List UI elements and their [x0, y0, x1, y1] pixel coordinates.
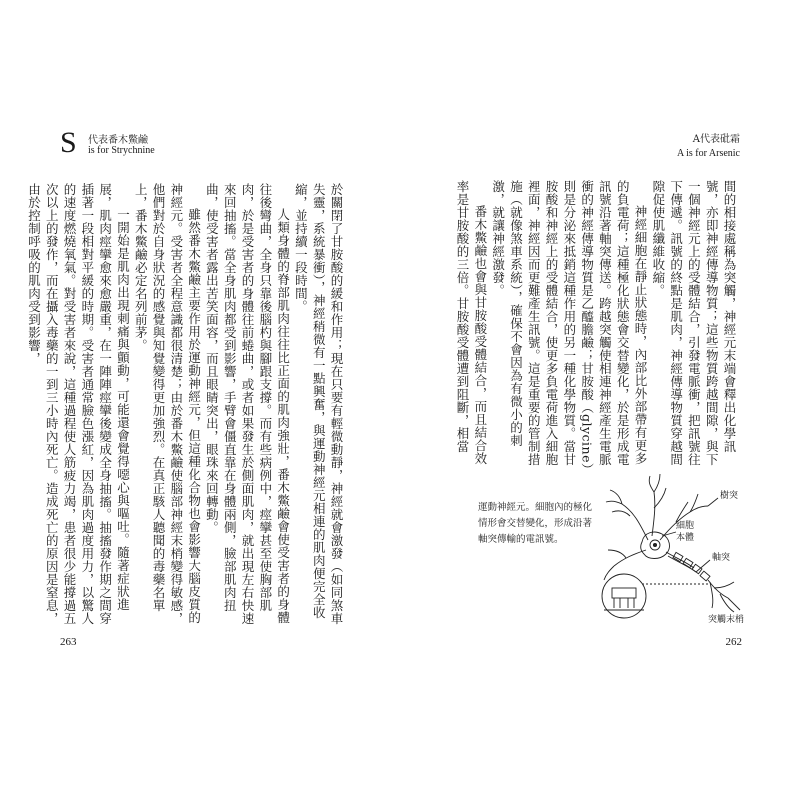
paragraph: 番木鱉鹼也會與甘胺酸受體結合，而且結合效率是甘胺酸的三倍。甘胺酸受體遭到阻斷，相當 — [455, 180, 488, 465]
paragraph: 人類身體的脊部肌肉往往比正面的肌肉強壯，番木鱉鹼會使受害者的身體往後彎曲，全身只靠後腦杓與腳跟支撐。而有些病例中，痙攣甚至使胸部肌肉，於是受害者的身體往前蜷曲，或者如果發生於側面肌肉，就出現左右快速來回抽搐。當全身肌肉都受到影響，手臂會僵直靠在身體兩側，臉部肌肉扭曲，使受害者露出苦笑面容，而且眼睛突出，眼珠來回轉動。 — [204, 183, 291, 625]
header-chinese-title: 代表番木鱉鹼 — [88, 135, 148, 146]
body-text-left — [26, 183, 345, 625]
body-text-right — [438, 180, 738, 470]
label-cell-body: 細胞本體 — [676, 521, 695, 543]
label-synaptic-terminal: 突觸末梢 — [708, 615, 745, 625]
paragraph: 雖然番木鱉鹼主要作用於運動神經元，但這種化合物也會影響大腦皮質的神經元。受害者全程意識都很清楚；由於番木鱉鹼使腦部神經末梢變得敏感，他們對於自身狀況的感覺與知覺變得更加強烈。在真正駭人聽聞的毒藥名單上，番木鱉鹼必定名列前茅。 — [133, 183, 202, 625]
running-header-right — [600, 130, 740, 159]
header-initial: S — [60, 126, 77, 159]
label-dendrite: 樹突 — [720, 491, 739, 501]
paragraph: 間的相接處稱為突觸，神經元末端會釋出化學訊號，亦即神經傳導物質；這些物質跨越間隙，與下一個神經元上的受體結合，引發電脈衝，把訊號往下傳遞。訊號的終點是肌肉，神經傳導物質穿越間隙促使肌纖維收縮。 — [650, 180, 737, 466]
header-chinese-title: A代表砒霜 — [692, 134, 740, 145]
neuron-illustration — [590, 462, 765, 632]
paragraph: 神經細胞在靜止狀態時，內部比外部帶有更多的負電荷；這種極化狀態會交替變化，於是形成電訊號沿著軸突傳送。跨越突觸使相連神經產生電脈衝的神經傳導物質是乙醯膽鹼；甘胺酸（glycine）則是分泌來抵銷這種作用的另一種化學物質。當甘胺酸和神經上的受體結合，使更多負電荷進入細胞裡面，神經因而更難產生訊號。這是重要的管制措施（就像煞車系統），確保不會因為有微小的刺激，就讓神經激發。 — [490, 180, 649, 470]
page-number-right: 262 — [725, 636, 742, 648]
paragraph: 一開始是肌肉出現刺痛與顫動，可能還會覺得噁心與嘔吐。隨著症狀進展，肌肉痙攣愈來愈嚴重，在一陣陣痙攣後變成全身抽搐。抽搐發作期之間穿插著一段相對平緩的時期。受害者通常臉色漲紅，因為肌肉過度用力，以驚人的速度燃燒氧氣。對受害者來說，這種過程使人筋疲力竭，患者很少能撐過五次以上的發作，而在攝入毒藥的一到三小時內死亡。造成死亡的原因是窒息，由於控制呼吸的肌肉受到影響， — [26, 183, 131, 625]
paragraph: 於關閉了甘胺酸的緩和作用；現在只要有輕微動靜，神經就會激發（如同煞車失靈，系統暴衝），神經稍微有一點興奮，與運動神經元相連的肌肉便完全收縮，並持續一段時間。 — [293, 183, 344, 625]
right-page — [400, 0, 800, 800]
motor-neuron-drawing — [590, 462, 765, 632]
header-english-title: is for Strychnine — [88, 145, 155, 156]
header-english-title: A is for Arsenic — [676, 148, 740, 159]
figure-caption: 運動神經元。細胞內的極化情形會交替變化，形成沿著軸突傳輸的電訊號。 — [478, 502, 593, 545]
page-number-left: 263 — [60, 636, 77, 648]
label-axon: 軸突 — [712, 553, 731, 563]
